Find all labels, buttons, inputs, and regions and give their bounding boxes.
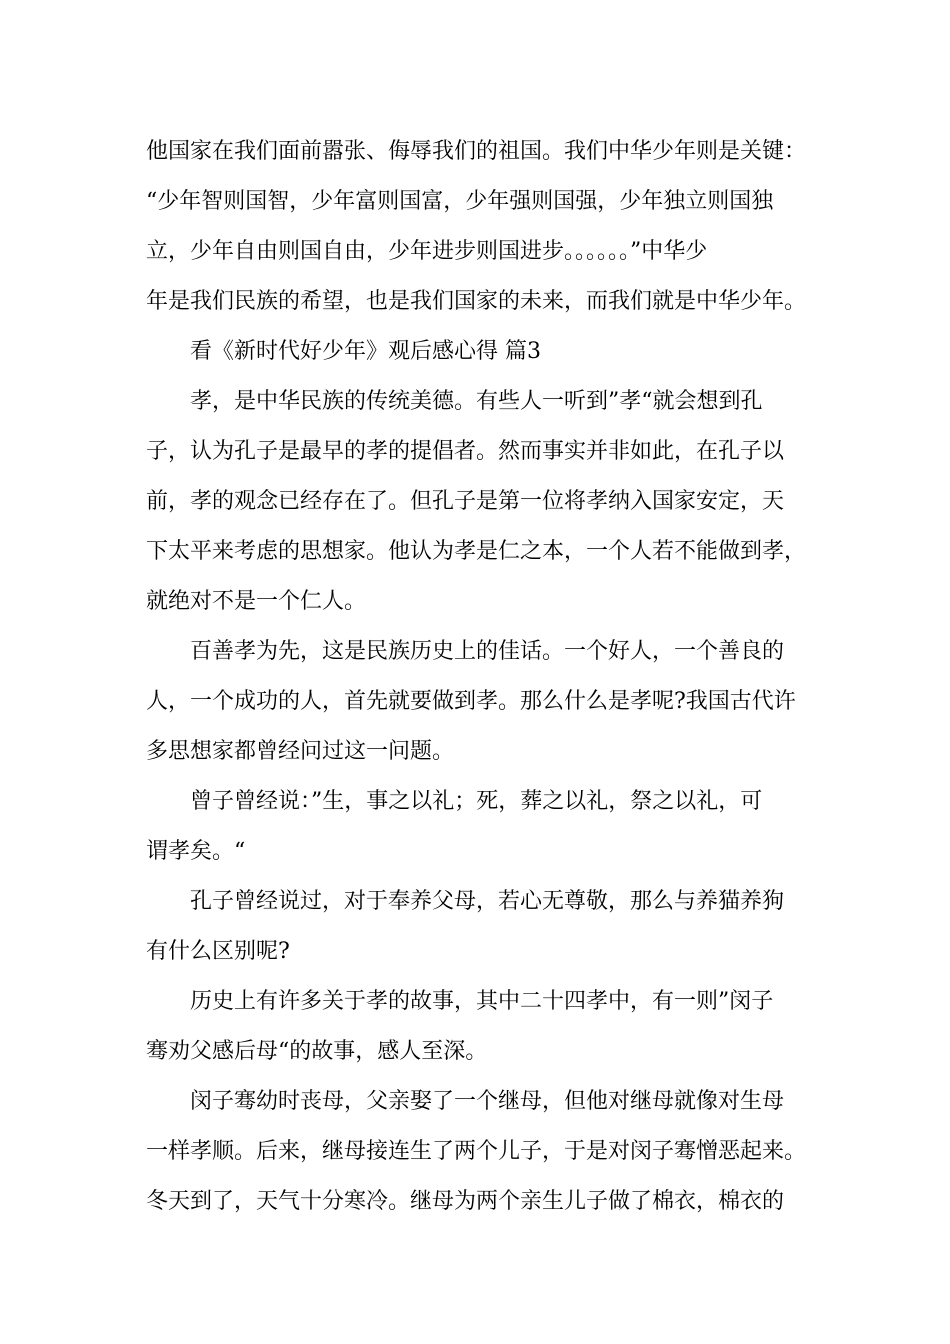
text-line: 百善孝为先，这是民族历史上的佳话。一个好人，一个善良的 [190,639,785,664]
text-line: 年是我们民族的希望，也是我们国家的未来，而我们就是中华少年。 [146,289,807,314]
text-line: 人，一个成功的人，首先就要做到孝。那么什么是孝呢?我国古代许 [146,689,796,714]
text-line: 谓孝矣。“ [146,839,246,864]
section-heading: 看《新时代好少年》观后感心得 篇3 [190,339,541,364]
body-text [146,127,814,1227]
text-line: 前，孝的观念已经存在了。但孔子是第一位将孝纳入国家安定，天 [146,489,785,514]
text-line: 子，认为孔子是最早的孝的提倡者。然而事实并非如此，在孔子以 [146,439,785,464]
text-line: 立，少年自由则国自由，少年进步则国进步。。。。。。”中华少 [146,239,708,264]
text-line: 就绝对不是一个仁人。 [146,589,367,614]
text-line: 冬天到了，天气十分寒冷。继母为两个亲生儿子做了棉衣，棉衣的 [146,1189,785,1214]
text-line: 有什么区别呢? [146,939,290,964]
text-line: 一样孝顺。后来，继母接连生了两个儿子，于是对闵子骞憎恶起来。 [146,1139,807,1164]
text-line: 历史上有许多关于孝的故事，其中二十四孝中，有一则”闵子 [190,989,774,1014]
text-line: 多思想家都曾经问过这一问题。 [146,739,455,764]
text-line: 曾子曾经说：”生，事之以礼；死，葬之以礼，祭之以礼，可 [190,789,763,814]
text-line: 孝，是中华民族的传统美德。有些人一听到”孝“就会想到孔 [190,389,763,414]
text-line: 他国家在我们面前嚣张、侮辱我们的祖国。我们中华少年则是关键： [146,139,807,164]
text-line: 孔子曾经说过，对于奉养父母，若心无尊敬，那么与养猫养狗 [190,889,785,914]
text-line: “少年智则国智，少年富则国富，少年强则国强，少年独立则国独 [146,189,774,214]
text-line: 下太平来考虑的思想家。他认为孝是仁之本，一个人若不能做到孝， [146,539,807,564]
text-line: 闵子骞幼时丧母，父亲娶了一个继母，但他对继母就像对生母 [190,1089,785,1114]
text-line: 骞劝父感后母“的故事，感人至深。 [146,1039,488,1064]
